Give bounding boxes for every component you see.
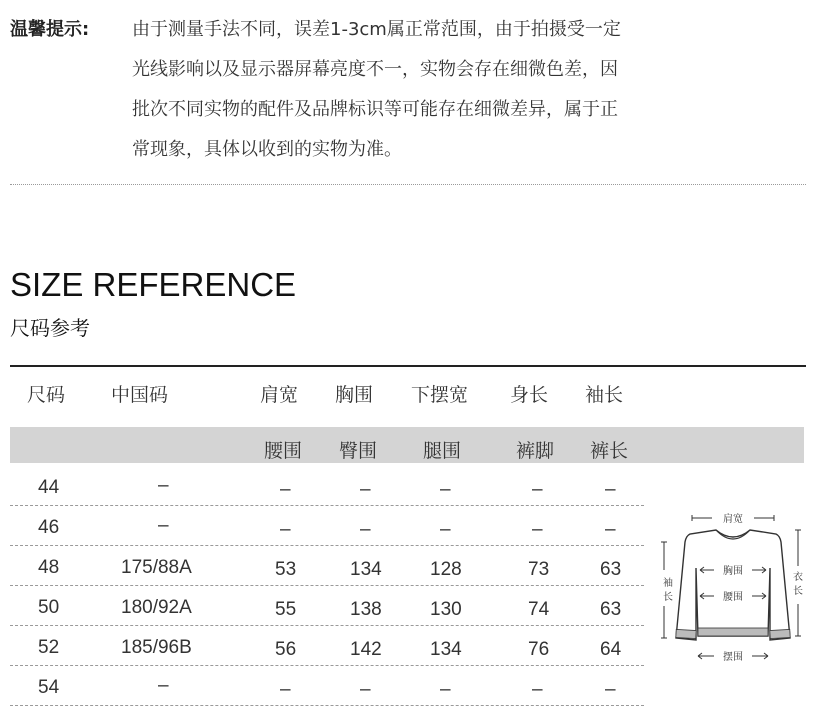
table-row bbox=[10, 466, 644, 506]
cell-size: 46 bbox=[38, 517, 60, 538]
cell-china-size: – bbox=[158, 675, 169, 696]
cell-value: – bbox=[360, 519, 371, 540]
cell-value: 134 bbox=[350, 559, 382, 580]
cell-value: – bbox=[605, 479, 616, 500]
cell-value: 142 bbox=[350, 639, 382, 660]
label-waist: 腰围 bbox=[723, 592, 743, 603]
table-row bbox=[10, 586, 644, 626]
label-sleeve-1: 袖 bbox=[663, 578, 673, 589]
sweater-icon bbox=[658, 508, 808, 668]
header-waist: 腰围 bbox=[264, 440, 303, 462]
header-body-length: 身长 bbox=[510, 384, 549, 406]
cell-value: 130 bbox=[430, 599, 462, 620]
notice-divider bbox=[10, 184, 806, 185]
cell-size: 48 bbox=[38, 557, 60, 578]
cell-value: 73 bbox=[528, 559, 550, 580]
cell-china-size: 175/88A bbox=[121, 557, 192, 578]
cell-value: 53 bbox=[275, 559, 297, 580]
header-sleeve: 袖长 bbox=[585, 384, 624, 406]
cell-value: – bbox=[440, 479, 451, 500]
notice-line: 由于测量手法不同，误差1-3cm属正常范围，由于拍摄受一定 bbox=[132, 19, 621, 40]
row-divider bbox=[10, 705, 644, 706]
cell-value: – bbox=[605, 679, 616, 700]
header-thigh: 腿围 bbox=[423, 440, 462, 462]
cell-value: 64 bbox=[600, 639, 622, 660]
measurement-diagram bbox=[658, 508, 808, 668]
title-rule bbox=[10, 365, 806, 367]
cell-value: – bbox=[440, 519, 451, 540]
header-shoulder: 肩宽 bbox=[260, 384, 299, 406]
cell-value: – bbox=[532, 479, 543, 500]
header-band bbox=[10, 427, 804, 463]
notice-line: 光线影响以及显示器屏幕亮度不一，实物会存在细微色差，因 bbox=[132, 59, 618, 80]
cell-value: – bbox=[532, 519, 543, 540]
cell-china-size: – bbox=[158, 515, 169, 536]
header-hip: 臀围 bbox=[339, 440, 378, 462]
header-china-size: 中国码 bbox=[111, 384, 169, 406]
table-row bbox=[10, 626, 644, 666]
cell-value: – bbox=[280, 519, 291, 540]
cell-value: – bbox=[360, 679, 371, 700]
notice-line: 常现象，具体以收到的实物为准。 bbox=[132, 139, 402, 160]
cell-value: 138 bbox=[350, 599, 382, 620]
cell-value: 76 bbox=[528, 639, 550, 660]
cell-value: – bbox=[280, 479, 291, 500]
table-row bbox=[10, 506, 644, 546]
cell-value: 134 bbox=[430, 639, 462, 660]
cell-value: 128 bbox=[430, 559, 462, 580]
cell-size: 44 bbox=[38, 477, 60, 498]
label-shoulder: 肩宽 bbox=[723, 514, 743, 525]
header-size: 尺码 bbox=[27, 384, 66, 406]
notice-line: 批次不同实物的配件及品牌标识等可能存在细微差异，属于正 bbox=[132, 99, 618, 120]
cell-china-size: – bbox=[158, 475, 169, 496]
cell-value: 55 bbox=[275, 599, 297, 620]
label-sleeve-2: 长 bbox=[663, 592, 673, 603]
header-hem-width: 下摆宽 bbox=[411, 384, 469, 406]
cell-china-size: 185/96B bbox=[121, 637, 192, 658]
cell-value: – bbox=[360, 479, 371, 500]
cell-size: 54 bbox=[38, 677, 60, 698]
cell-value: – bbox=[532, 679, 543, 700]
cell-size: 52 bbox=[38, 637, 60, 658]
label-chest: 胸围 bbox=[723, 566, 743, 577]
section-title-cn: 尺码参考 bbox=[10, 316, 90, 340]
label-length-2: 长 bbox=[793, 586, 803, 597]
header-chest: 胸围 bbox=[335, 384, 374, 406]
header-pant-length: 裤长 bbox=[590, 440, 629, 462]
section-title-en: SIZE REFERENCE bbox=[10, 266, 297, 303]
table-row bbox=[10, 546, 644, 586]
cell-value: 63 bbox=[600, 599, 622, 620]
cell-value: – bbox=[440, 679, 451, 700]
cell-value: 74 bbox=[528, 599, 550, 620]
cell-value: – bbox=[280, 679, 291, 700]
cell-size: 50 bbox=[38, 597, 60, 618]
label-hem: 摆围 bbox=[723, 652, 743, 663]
cell-value: 56 bbox=[275, 639, 297, 660]
cell-value: 63 bbox=[600, 559, 622, 580]
table-row bbox=[10, 666, 644, 706]
label-length-1: 衣 bbox=[793, 572, 803, 583]
cell-value: – bbox=[605, 519, 616, 540]
notice-label: 温馨提示: bbox=[10, 19, 90, 40]
cell-china-size: 180/92A bbox=[121, 597, 192, 618]
header-leg-opening: 裤脚 bbox=[516, 440, 555, 462]
